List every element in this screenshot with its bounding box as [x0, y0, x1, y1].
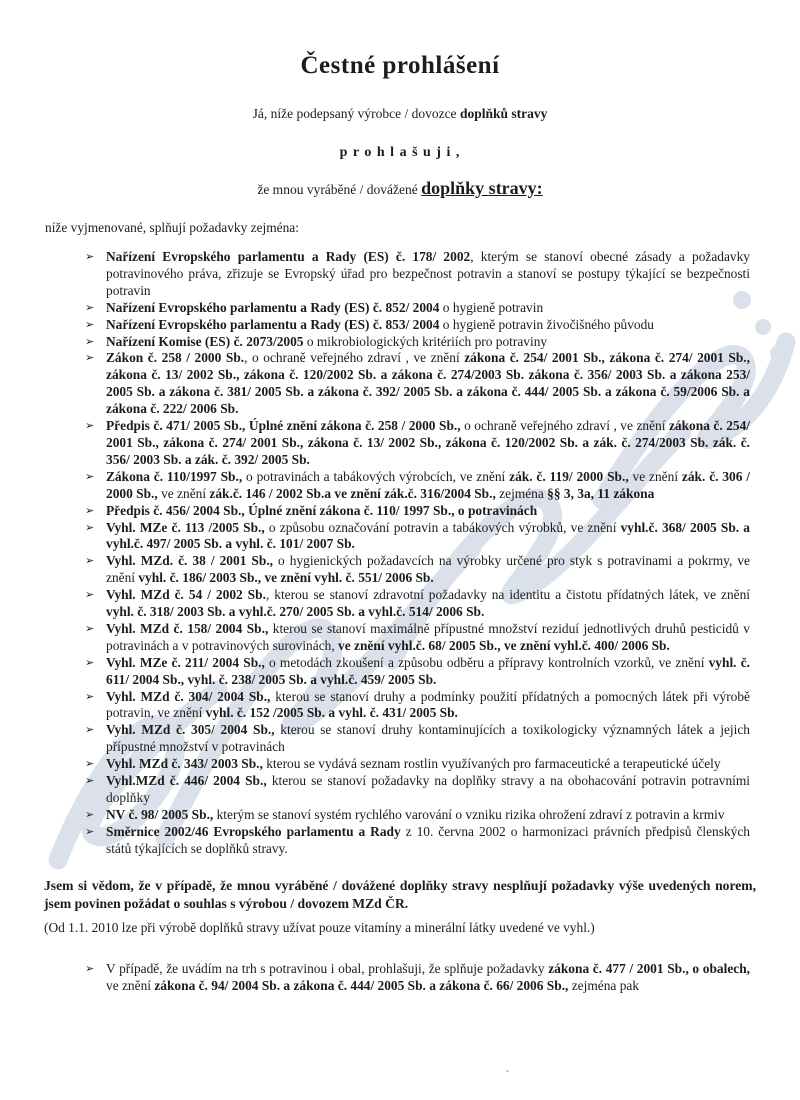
regulation-ref-bold: vyhl. č. 186/ 2003 Sb., ve znění vyhl. č. 551/ 2006 Sb. — [138, 570, 434, 586]
regulation-text-segment: ve znění — [628, 468, 682, 484]
arrow-bullet-icon: ➢ — [85, 250, 95, 263]
arrow-bullet-icon: ➢ — [85, 757, 95, 771]
regulation-ref-bold: Směrnice 2002/46 Evropského parlamentu a Rady — [106, 823, 401, 839]
acknowledgement-paragraph: Jsem si vědom, že v případě, že mnou vyráběné / dovážené doplňky stravy nesplňují požadavky výše uvedených norem, jsem povinen požádat o souhlas s výrobou / dovozem MZd ČR. — [44, 877, 756, 912]
regulation-ref-bold: ve znění vyhl.č. 68/ 2005 Sb., ve znění vyhl.č. 400/ 2006 Sb. — [338, 637, 670, 653]
regulation-ref-bold: §§ 3, 3a, 11 zákona — [547, 485, 655, 501]
regulation-ref-bold: Zákon č. 258 / 2000 Sb. — [106, 350, 245, 366]
arrow-bullet-icon: ➢ — [85, 469, 95, 483]
regulation-list-item — [85, 689, 750, 723]
regulation-text — [106, 689, 750, 723]
regulation-text — [106, 418, 750, 469]
arrow-bullet-icon: ➢ — [85, 774, 95, 788]
regulation-text — [106, 756, 750, 773]
regulation-list-item — [85, 249, 750, 300]
page-title: Čestné prohlášení — [300, 52, 500, 79]
list-intro: níže vyjmenované, splňují požadavky zejména: — [45, 220, 299, 235]
intro-line — [0, 106, 800, 122]
regulation-text — [106, 503, 750, 520]
regulation-text-segment: zejména — [495, 485, 548, 501]
regulation-text — [106, 824, 750, 858]
regulation-ref-bold: Vyhl. MZd č. 343/ 2003 Sb., — [106, 756, 263, 772]
arrow-bullet-icon: ➢ — [85, 655, 95, 669]
regulation-ref-bold: Předpis č. 471/ 2005 Sb., Úplné znění zákona č. 258 / 2000 Sb., — [106, 418, 461, 434]
regulation-ref-bold: zák. č. 306 / 2000 Sb., — [106, 468, 750, 501]
regulation-ref-bold: Vyhl. MZd č. 158/ 2004 Sb., — [106, 620, 269, 636]
regulation-ref-bold: vyhl. č. 152 /2005 Sb. a vyhl. č. 431/ 2005 Sb. — [205, 705, 458, 721]
regulation-text — [106, 300, 750, 317]
regulation-list-item — [85, 503, 750, 520]
regulation-text — [106, 350, 750, 418]
regulation-text — [106, 621, 750, 655]
regulation-list-item — [85, 756, 750, 773]
regulation-text — [106, 807, 750, 824]
regulation-ref-bold: zák.č. 146 / 2002 Sb.a ve znění zák.č. 316/2004 Sb., — [209, 485, 496, 501]
regulation-text-segment: ve znění — [106, 977, 155, 993]
regulation-text-segment: z 10. června 2002 o harmonizaci právních předpisů členských států týkajících se doplňků stravy. — [106, 823, 750, 856]
regulation-list-item — [85, 317, 750, 334]
regulation-ref-bold: vyhl.č. 368/ 2005 Sb. a vyhl.č. 497/ 2005 Sb. a vyhl. č. 101/ 2007 Sb. — [106, 519, 750, 552]
regulation-list-item — [85, 520, 750, 554]
subject-line-normal-text: že mnou vyráběné / dovážené — [257, 182, 422, 197]
regulation-text-segment: o způsobu označování potravin a tabákových výrobků, ve znění — [264, 519, 621, 535]
regulation-text-segment: kterou se stanoví maximálně přípustné množství reziduí jednotlivých druhů pesticidů v potravinách a v potravinových surovinách, — [106, 620, 750, 653]
regulation-ref-bold: Vyhl. MZd č. 305/ 2004 Sb., — [106, 722, 275, 738]
regulation-list-item — [85, 469, 750, 503]
regulation-text — [106, 655, 750, 689]
declaration-word: p r o h l a š u j i , — [339, 145, 461, 160]
arrow-bullet-icon: ➢ — [85, 807, 95, 821]
regulation-text-segment: o metodách zkoušení a způsobu odběru a přípravy kontrolních vzorků, ve znění — [264, 654, 709, 670]
arrow-bullet-icon: ➢ — [85, 621, 95, 635]
regulation-list-item — [85, 961, 750, 995]
regulation-ref-bold: Nařízení Evropského parlamentu a Rady (ES) č. 853/ 2004 — [106, 316, 440, 332]
regulation-text-segment: kterým se stanoví systém rychlého varování o vzniku rizika ohrožení zdraví z potravin a krmiv — [213, 806, 725, 822]
regulation-ref-bold: Vyhl. MZe č. 113 /2005 Sb., — [106, 519, 265, 535]
regulation-ref-bold: zákona č. 254/ 2001 Sb., zákona č. 274/ 2001 Sb., zákona č. 13/ 2002 Sb., zákona č. 120/2002 Sb. a zákona č. 274/2003 Sb. zákona č. 356/ 2003 Sb. a zákona 253/ 2005 Sb. a zákona č. 381/ 2005 Sb. a zákona č. 392/ 2005 Sb. a zákona č. 444/ 2005 Sb. a zákona č. 59/2006 Sb. a zákona č. 222/ 2006 Sb. — [106, 350, 750, 417]
regulation-list-item — [85, 418, 750, 469]
regulation-text — [106, 587, 750, 621]
regulation-ref-bold: vyhl. č. 611/ 2004 Sb., vyhl. č. 238/ 2005 Sb. a vyhl.č. 459/ 2005 Sb. — [106, 654, 750, 687]
regulation-ref-bold: zákona č. 94/ 2004 Sb. a zákona č. 444/ 2005 Sb. a zákona č. 66/ 2006 Sb., — [154, 977, 569, 993]
arrow-bullet-icon: ➢ — [85, 334, 95, 348]
regulation-text-segment: ve znění — [157, 485, 210, 501]
regulation-ref-bold: vyhl. č. 318/ 2003 Sb. a vyhl.č. 270/ 2005 Sb. a vyhl.č. 514/ 2006 Sb. — [106, 604, 485, 620]
regulation-text-segment: o hygieně potravin — [439, 299, 544, 315]
regulation-text — [106, 520, 750, 554]
regulation-text-segment: , kterým se stanoví obecné zásady a požadavky potravinového práva, zřizuje se Evropský úřad pro bezpečnost potravin a stanoví se postupy týkající se bezpečnosti potravin — [106, 249, 751, 298]
regulation-text — [106, 773, 750, 807]
regulation-ref-bold: Vyhl. MZe č. 211/ 2004 Sb., — [106, 654, 265, 670]
regulation-text — [106, 469, 750, 503]
regulation-ref-bold: Vyhl. MZd č. 54 / 2002 Sb. — [106, 587, 266, 603]
arrow-bullet-icon: ➢ — [85, 419, 95, 433]
arrow-bullet-icon: ➢ — [85, 503, 95, 517]
regulation-ref-bold: Předpis č. 456/ 2004 Sb., Úplné znění zákona č. 110/ 1997 Sb., o potravinách — [106, 502, 538, 518]
regulation-text-segment: zejména pak — [568, 977, 640, 993]
regulation-text-segment: V případě, že uvádím na trh s potravinou i obal, prohlašuji, že splňuje požadavky — [106, 960, 549, 976]
regulation-text — [106, 722, 750, 756]
regulation-ref-bold: Nařízení Evropského parlamentu a Rady (ES) č. 852/ 2004 — [106, 299, 440, 315]
regulation-text — [106, 961, 750, 995]
regulation-text-segment: kterou se stanoví požadavky na doplňky stravy a na obohacování potravin potravními doplňky — [106, 773, 751, 805]
intro-line-normal-text: Já, níže podepsaný výrobce / dovozce — [252, 106, 460, 121]
arrow-bullet-icon: ➢ — [85, 824, 95, 838]
regulation-list-item — [85, 655, 750, 689]
regulation-text — [106, 334, 750, 351]
intro-line-bold-text: doplňků stravy — [459, 106, 548, 121]
regulation-list-item — [85, 587, 750, 621]
regulation-list-item — [85, 334, 750, 351]
arrow-bullet-icon: ➢ — [85, 689, 95, 703]
subject-line — [0, 178, 800, 199]
regulation-text-segment: o ochraně veřejného zdraví , ve znění — [460, 418, 669, 434]
regulation-text — [106, 553, 750, 587]
regulation-text-segment: , o ochraně veřejného zdraví , ve znění — [244, 350, 465, 366]
regulation-text-segment: kterou se stanoví druhy a podmínky použití přídatných a pomocných látek při výrobě potravin, ve znění — [106, 688, 750, 721]
regulation-text — [106, 317, 750, 334]
regulation-list-item — [85, 350, 750, 418]
arrow-bullet-icon: ➢ — [85, 300, 95, 314]
regulation-text-segment: kterou se vydává seznam rostlin využívaných pro farmaceutické a terapeutické účely — [262, 756, 721, 772]
regulation-ref-bold: Nařízení Evropského parlamentu a Rady (ES) č. 178/ 2002 — [106, 249, 471, 264]
regulation-list-item — [85, 553, 750, 587]
arrow-bullet-icon: ➢ — [85, 961, 95, 975]
regulation-text-segment: o hygienických požadavcích na výrobky určené pro styk s potravinami a pokrmy, ve znění — [106, 553, 750, 586]
regulation-text-segment: kterou se stanoví druhy kontaminujících a toxikologicky významných látek a jejich přípustné množství v potravinách — [106, 722, 750, 755]
arrow-bullet-icon: ➢ — [85, 317, 95, 331]
regulation-text — [106, 249, 750, 300]
regulation-text-segment: o hygieně potravin živočišného původu — [439, 316, 654, 332]
subject-line-bold-text: doplňky stravy: — [421, 178, 543, 198]
regulation-list-item — [85, 621, 750, 655]
packaging-list — [85, 961, 750, 995]
regulation-ref-bold: NV č. 98/ 2005 Sb., — [106, 806, 214, 822]
regulation-list-item — [85, 824, 750, 858]
vitamin-note: (Od 1.1. 2010 lze při výrobě doplňků stravy užívat pouze vitamíny a minerální látky uvedené ve vyhl.) — [44, 919, 595, 935]
regulation-text-segment: , kterou se stanoví zdravotní požadavky na identitu a čistotu přídatných látek, ve znění — [265, 587, 751, 603]
regulation-ref-bold: zákona č. 477 / 2001 Sb., o obalech, — [548, 960, 750, 976]
arrow-bullet-icon: ➢ — [85, 588, 95, 602]
regulation-ref-bold: Vyhl. MZd. č. 38 / 2001 Sb., — [106, 553, 274, 569]
regulation-ref-bold: Zákona č. 110/1997 Sb., — [106, 468, 243, 484]
arrow-bullet-icon: ➢ — [85, 554, 95, 568]
regulation-ref-bold: zák. č. 119/ 2000 Sb., — [509, 468, 629, 484]
regulation-list — [85, 249, 750, 858]
regulation-ref-bold: Vyhl. MZd č. 304/ 2004 Sb., — [106, 688, 271, 704]
arrow-bullet-icon: ➢ — [85, 520, 95, 534]
regulation-text-segment: o potravinách a tabákových výrobcích, ve znění — [242, 468, 510, 484]
regulation-list-item — [85, 807, 750, 824]
regulation-text-segment: o mikrobiologických kritériích pro potraviny — [303, 333, 548, 349]
scan-speck — [506, 1070, 509, 1072]
regulation-list-item — [85, 300, 750, 317]
regulation-ref-bold: Nařízení Komise (ES) č. 2073/2005 — [106, 333, 304, 349]
arrow-bullet-icon: ➢ — [85, 351, 95, 365]
regulation-ref-bold: zákona č. 254/ 2001 Sb., zákona č. 274/ 2001 Sb., zákona č. 13/ 2002 Sb., zákona č. 120/2002 Sb. a zák. č. 274/2003 Sb. zák. č. 356/ 2003 Sb. a zák. č. 392/ 2005 Sb. — [106, 418, 751, 467]
arrow-bullet-icon: ➢ — [85, 723, 95, 737]
regulation-list-item — [85, 722, 750, 756]
regulation-ref-bold: Vyhl.MZd č. 446/ 2004 Sb., — [106, 773, 267, 789]
regulation-list-item — [85, 773, 750, 807]
